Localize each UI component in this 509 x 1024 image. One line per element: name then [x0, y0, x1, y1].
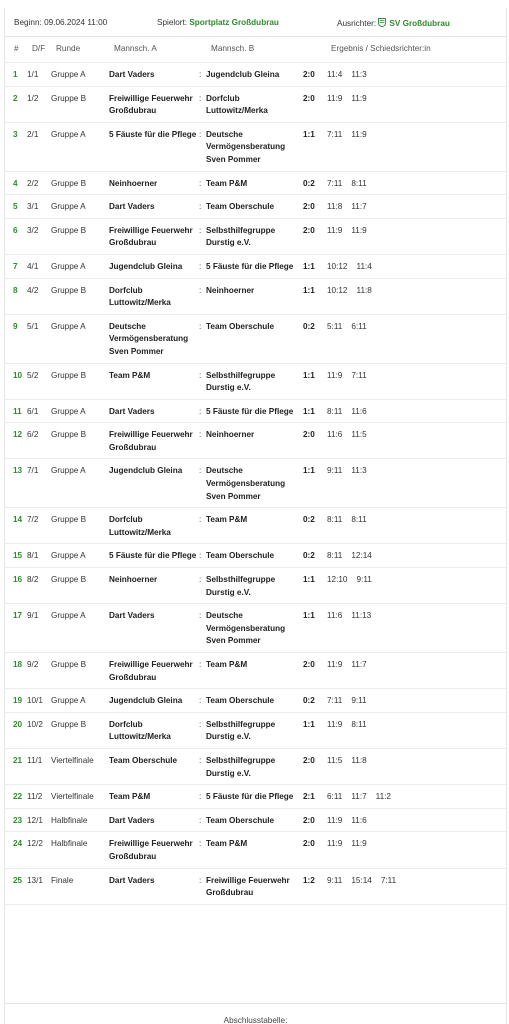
set-score: 11:5	[351, 430, 367, 440]
set-scores	[327, 832, 506, 868]
match-number: 6	[5, 218, 27, 254]
match-result: 2:0	[303, 218, 327, 254]
team-separator: :	[199, 785, 206, 809]
set-score: 11:8	[327, 202, 343, 212]
set-score: 7:11	[351, 370, 367, 380]
match-row[interactable]	[5, 195, 506, 219]
set-scores	[327, 122, 506, 171]
host-info	[337, 18, 450, 29]
team-separator: :	[199, 832, 206, 868]
match-row[interactable]	[5, 314, 506, 363]
team-b-name: Neinhoerner	[206, 423, 303, 459]
match-number: 8	[5, 278, 27, 314]
final-table-section	[5, 1003, 506, 1024]
team-a-name: Team P&M	[109, 363, 199, 399]
set-score: 11:9	[351, 839, 367, 849]
match-result: 0:2	[303, 508, 327, 544]
match-number: 5	[5, 195, 27, 219]
team-a-name: Freiwillige Feuerwehr Großdubrau	[109, 653, 199, 689]
match-round: Gruppe A	[51, 122, 109, 171]
match-df: 1/1	[27, 63, 51, 86]
set-scores	[327, 508, 506, 544]
team-separator: :	[199, 171, 206, 195]
team-separator: :	[199, 689, 206, 713]
set-scores	[327, 171, 506, 195]
match-round: Gruppe B	[51, 653, 109, 689]
team-a-name: Freiwillige Feuerwehr Großdubrau	[109, 423, 199, 459]
team-separator: :	[199, 218, 206, 254]
team-a-name: Dart Vaders	[109, 195, 199, 219]
set-score: 8:11	[327, 515, 343, 525]
match-df: 8/2	[27, 568, 51, 604]
match-row[interactable]	[5, 568, 506, 604]
match-df: 10/1	[27, 689, 51, 713]
match-number: 17	[5, 604, 27, 653]
set-score: 9:11	[351, 696, 367, 706]
match-row[interactable]	[5, 832, 506, 868]
team-separator: :	[199, 868, 206, 904]
match-df: 12/1	[27, 808, 51, 832]
match-round: Gruppe A	[51, 195, 109, 219]
match-df: 13/1	[27, 868, 51, 904]
team-a-name: Dart Vaders	[109, 868, 199, 904]
match-row[interactable]	[5, 689, 506, 713]
col-number: #	[14, 44, 19, 53]
match-row[interactable]	[5, 459, 506, 508]
match-row[interactable]	[5, 808, 506, 832]
team-b-name: Selbsthilfegruppe Durstig e.V.	[206, 568, 303, 604]
event-header	[5, 8, 506, 37]
match-df: 11/1	[27, 748, 51, 784]
set-scores	[327, 86, 506, 122]
match-result: 1:1	[303, 568, 327, 604]
match-number: 7	[5, 254, 27, 278]
set-score: 12:14	[351, 551, 372, 561]
set-scores	[327, 689, 506, 713]
match-result: 1:1	[303, 604, 327, 653]
match-result: 2:0	[303, 832, 327, 868]
set-scores	[327, 195, 506, 219]
match-result: 0:2	[303, 171, 327, 195]
team-b-name: Team Oberschule	[206, 544, 303, 568]
set-score: 9:11	[356, 575, 372, 585]
team-b-name: 5 Fäuste für die Pflege	[206, 785, 303, 809]
set-score: 11:7	[351, 202, 367, 212]
team-b-name: Selbsthilfegruppe Durstig e.V.	[206, 363, 303, 399]
set-score: 7:11	[327, 696, 343, 706]
club-crest-icon	[378, 18, 386, 27]
match-row[interactable]	[5, 122, 506, 171]
set-scores	[327, 868, 506, 904]
match-round: Gruppe A	[51, 459, 109, 508]
set-score: 5:11	[327, 321, 343, 331]
team-separator: :	[199, 195, 206, 219]
match-row[interactable]	[5, 86, 506, 122]
set-scores	[327, 808, 506, 832]
venue-label: Spielort:	[157, 18, 188, 27]
match-result: 2:0	[303, 653, 327, 689]
set-scores	[327, 314, 506, 363]
team-separator: :	[199, 314, 206, 363]
match-result: 1:1	[303, 278, 327, 314]
team-separator: :	[199, 63, 206, 86]
match-row[interactable]	[5, 868, 506, 904]
host-link[interactable]: SV Großdubrau	[389, 19, 450, 28]
match-round: Gruppe A	[51, 689, 109, 713]
set-scores	[327, 712, 506, 748]
set-scores	[327, 399, 506, 423]
team-separator: :	[199, 544, 206, 568]
team-a-name: Dorfclub Luttowitz/Merka	[109, 278, 199, 314]
match-result: 1:1	[303, 122, 327, 171]
team-separator: :	[199, 604, 206, 653]
venue-link[interactable]: Sportplatz Großdubrau	[189, 18, 279, 27]
match-number: 22	[5, 785, 27, 809]
set-score: 11:7	[351, 660, 367, 669]
match-result: 0:2	[303, 689, 327, 713]
set-score: 6:11	[351, 321, 367, 331]
set-score: 11:9	[351, 129, 367, 139]
set-score: 8:11	[351, 515, 367, 525]
match-number: 15	[5, 544, 27, 568]
team-a-name: Freiwillige Feuerwehr Großdubrau	[109, 832, 199, 868]
set-score: 11:4	[356, 261, 372, 271]
team-separator: :	[199, 399, 206, 423]
team-b-name: Team P&M	[206, 832, 303, 868]
col-team-b: Mannsch. B	[211, 44, 255, 53]
match-number: 2	[5, 86, 27, 122]
set-score: 11:7	[351, 792, 367, 802]
set-score: 7:11	[327, 129, 343, 139]
team-separator: :	[199, 568, 206, 604]
team-b-name: Team Oberschule	[206, 314, 303, 363]
team-a-name: 5 Fäuste für die Pflege	[109, 122, 199, 171]
set-score: 7:11	[380, 875, 397, 885]
set-score: 11:9	[327, 370, 343, 380]
team-a-name: Dorfclub Luttowitz/Merka	[109, 712, 199, 748]
match-result: 2:0	[303, 808, 327, 832]
match-result: 2:0	[303, 63, 327, 86]
team-separator: :	[199, 363, 206, 399]
team-b-name: Selbsthilfegruppe Durstig e.V.	[206, 218, 303, 254]
set-score: 11:8	[356, 285, 372, 295]
match-round: Viertelfinale	[51, 785, 109, 809]
match-row[interactable]	[5, 171, 506, 195]
set-score: 11:3	[351, 466, 367, 476]
match-round: Gruppe B	[51, 568, 109, 604]
match-df: 6/1	[27, 399, 51, 423]
match-round: Gruppe A	[51, 604, 109, 653]
match-result: 1:1	[303, 399, 327, 423]
match-number: 10	[5, 363, 27, 399]
team-separator: :	[199, 459, 206, 508]
column-header-row	[5, 36, 506, 63]
team-a-name: Dart Vaders	[109, 63, 199, 86]
team-b-name: 5 Fäuste für die Pflege	[206, 399, 303, 423]
match-number: 13	[5, 459, 27, 508]
team-a-name: Freiwillige Feuerwehr Großdubrau	[109, 218, 199, 254]
match-round: Gruppe A	[51, 63, 109, 86]
set-score: 10:12	[327, 285, 348, 295]
set-scores	[327, 544, 506, 568]
team-b-name: Team Oberschule	[206, 808, 303, 832]
match-round: Finale	[51, 868, 109, 904]
team-a-name: Team P&M	[109, 785, 199, 809]
match-round: Gruppe A	[51, 314, 109, 363]
match-result: 1:1	[303, 712, 327, 748]
set-score: 8:11	[351, 178, 367, 188]
match-row[interactable]	[5, 63, 506, 86]
match-df: 9/2	[27, 653, 51, 689]
set-score: 11:9	[351, 93, 367, 103]
set-score: 11:9	[327, 719, 343, 729]
team-separator: :	[199, 508, 206, 544]
match-result: 2:0	[303, 195, 327, 219]
team-a-name: Team Oberschule	[109, 748, 199, 784]
set-scores	[327, 748, 506, 784]
match-df: 2/2	[27, 171, 51, 195]
team-a-name: Dart Vaders	[109, 808, 199, 832]
team-b-name: Freiwillige Feuerwehr Großdubrau	[206, 868, 303, 904]
match-number: 11	[5, 399, 27, 423]
set-score: 6:11	[327, 792, 343, 802]
host-label: Ausrichter:	[337, 19, 377, 28]
match-result: 2:1	[303, 785, 327, 809]
team-a-name: Jugendclub Gleina	[109, 459, 199, 508]
set-score: 11:4	[327, 70, 343, 79]
set-score: 10:12	[327, 261, 348, 271]
match-round: Viertelfinale	[51, 748, 109, 784]
team-b-name: Team P&M	[206, 171, 303, 195]
match-round: Halbfinale	[51, 808, 109, 832]
set-score: 11:6	[351, 815, 367, 825]
match-round: Halbfinale	[51, 832, 109, 868]
match-number: 1	[5, 63, 27, 86]
match-round: Gruppe B	[51, 218, 109, 254]
team-b-name: Deutsche Vermögensberatung Sven Pommer	[206, 122, 303, 171]
match-row[interactable]	[5, 254, 506, 278]
set-score: 11:8	[351, 755, 367, 765]
team-separator: :	[199, 808, 206, 832]
match-result: 1:1	[303, 459, 327, 508]
match-df: 2/1	[27, 122, 51, 171]
team-a-name: Dart Vaders	[109, 399, 199, 423]
match-df: 1/2	[27, 86, 51, 122]
set-score: 15:14	[351, 875, 372, 885]
match-result: 0:2	[303, 314, 327, 363]
team-b-name: Team P&M	[206, 508, 303, 544]
set-score: 11:9	[327, 93, 343, 103]
set-score: 7:11	[327, 178, 343, 188]
match-result: 1:1	[303, 363, 327, 399]
team-separator: :	[199, 122, 206, 171]
set-score: 11:9	[351, 225, 367, 235]
team-a-name: 5 Fäuste für die Pflege	[109, 544, 199, 568]
match-round: Gruppe A	[51, 254, 109, 278]
set-scores	[327, 218, 506, 254]
set-scores	[327, 459, 506, 508]
team-a-name: Jugendclub Gleina	[109, 254, 199, 278]
team-a-name: Neinhoerner	[109, 171, 199, 195]
match-number: 19	[5, 689, 27, 713]
set-score: 11:6	[327, 430, 343, 440]
match-number: 16	[5, 568, 27, 604]
match-df: 4/1	[27, 254, 51, 278]
match-number: 23	[5, 808, 27, 832]
match-df: 7/2	[27, 508, 51, 544]
match-df: 4/2	[27, 278, 51, 314]
team-a-name: Jugendclub Gleina	[109, 689, 199, 713]
match-number: 12	[5, 423, 27, 459]
match-round: Gruppe B	[51, 423, 109, 459]
set-score: 11:2	[375, 792, 391, 802]
set-score: 11:9	[327, 225, 343, 235]
team-b-name: Team Oberschule	[206, 689, 303, 713]
set-scores	[327, 278, 506, 314]
set-score: 11:9	[327, 839, 343, 849]
team-separator: :	[199, 86, 206, 122]
match-df: 11/2	[27, 785, 51, 809]
final-table-label: Abschlusstabelle:	[223, 1016, 288, 1024]
match-df: 8/1	[27, 544, 51, 568]
match-row[interactable]	[5, 712, 506, 748]
match-row[interactable]	[5, 363, 506, 399]
team-b-name: Jugendclub Gleina	[206, 63, 303, 86]
set-scores	[327, 254, 506, 278]
match-round: Gruppe B	[51, 712, 109, 748]
team-b-name: Deutsche Vermögensberatung Sven Pommer	[206, 604, 303, 653]
match-round: Gruppe B	[51, 278, 109, 314]
team-a-name: Dorfclub Luttowitz/Merka	[109, 508, 199, 544]
set-score: 9:11	[327, 875, 343, 885]
match-df: 10/2	[27, 712, 51, 748]
match-round: Gruppe B	[51, 508, 109, 544]
start-info	[14, 18, 107, 28]
match-row[interactable]	[5, 785, 506, 809]
match-df: 5/2	[27, 363, 51, 399]
match-row[interactable]	[5, 653, 506, 689]
team-b-name: Deutsche Vermögensberatung Sven Pommer	[206, 459, 303, 508]
set-score: 11:6	[327, 611, 343, 621]
col-result: Ergebnis / Schiedsrichter:in	[331, 44, 431, 53]
team-separator: :	[199, 653, 206, 689]
match-result: 2:0	[303, 86, 327, 122]
match-df: 6/2	[27, 423, 51, 459]
match-round: Gruppe B	[51, 171, 109, 195]
match-result: 1:2	[303, 868, 327, 904]
match-df: 9/1	[27, 604, 51, 653]
team-b-name: Neinhoerner	[206, 278, 303, 314]
set-score: 9:11	[327, 466, 343, 476]
team-b-name: Team Oberschule	[206, 195, 303, 219]
set-score: 11:5	[327, 755, 343, 765]
team-b-name: 5 Fäuste für die Pflege	[206, 254, 303, 278]
team-separator: :	[199, 278, 206, 314]
match-number: 25	[5, 868, 27, 904]
match-df: 12/2	[27, 832, 51, 868]
match-number: 20	[5, 712, 27, 748]
set-score: 11:6	[351, 406, 367, 416]
team-b-name: Team P&M	[206, 653, 303, 689]
match-number: 24	[5, 832, 27, 868]
match-number: 21	[5, 748, 27, 784]
match-result: 2:0	[303, 748, 327, 784]
match-result: 1:1	[303, 254, 327, 278]
match-df: 5/1	[27, 314, 51, 363]
venue-info	[157, 18, 279, 28]
col-df: D/F	[32, 44, 46, 53]
team-separator: :	[199, 712, 206, 748]
set-scores	[327, 785, 506, 809]
match-round: Gruppe B	[51, 363, 109, 399]
team-separator: :	[199, 748, 206, 784]
team-b-name: Dorfclub Luttowitz/Merka	[206, 86, 303, 122]
team-a-name: Freiwillige Feuerwehr Großdubrau	[109, 86, 199, 122]
match-row[interactable]	[5, 399, 506, 423]
match-df: 3/2	[27, 218, 51, 254]
match-row[interactable]	[5, 508, 506, 544]
set-scores	[327, 604, 506, 653]
match-df: 3/1	[27, 195, 51, 219]
match-row[interactable]	[5, 544, 506, 568]
set-score: 8:11	[327, 551, 343, 561]
col-round: Runde	[56, 44, 81, 53]
match-round: Gruppe B	[51, 86, 109, 122]
set-score: 11:9	[327, 660, 343, 669]
team-a-name: Dart Vaders	[109, 604, 199, 653]
match-row[interactable]	[5, 748, 506, 784]
match-row[interactable]	[5, 278, 506, 314]
start-label: Beginn:	[14, 18, 42, 27]
team-a-name: Neinhoerner	[109, 568, 199, 604]
match-row[interactable]	[5, 218, 506, 254]
team-a-name: Deutsche Vermögensberatung Sven Pommer	[109, 314, 199, 363]
match-result: 0:2	[303, 544, 327, 568]
set-score: 12:10	[327, 575, 348, 585]
match-number: 3	[5, 122, 27, 171]
col-team-a: Mannsch. A	[114, 44, 157, 53]
match-round: Gruppe A	[51, 399, 109, 423]
set-scores	[327, 568, 506, 604]
set-score: 11:13	[351, 611, 372, 621]
match-row[interactable]	[5, 423, 506, 459]
match-row[interactable]	[5, 604, 506, 653]
set-scores	[327, 653, 506, 689]
match-result: 2:0	[303, 423, 327, 459]
match-table	[5, 63, 506, 905]
match-number: 14	[5, 508, 27, 544]
set-scores	[327, 363, 506, 399]
match-number: 9	[5, 314, 27, 363]
set-score: 11:9	[327, 815, 343, 825]
set-score: 11:3	[351, 70, 367, 79]
set-scores	[327, 63, 506, 86]
set-score: 8:11	[327, 406, 343, 416]
team-separator: :	[199, 423, 206, 459]
start-value: 09.06.2024 11:00	[44, 18, 108, 27]
team-b-name: Selbsthilfegruppe Durstig e.V.	[206, 748, 303, 784]
match-number: 18	[5, 653, 27, 689]
team-b-name: Selbsthilfegruppe Durstig e.V.	[206, 712, 303, 748]
match-round: Gruppe A	[51, 544, 109, 568]
team-separator: :	[199, 254, 206, 278]
match-schedule-card	[4, 8, 507, 1024]
set-scores	[327, 423, 506, 459]
match-number: 4	[5, 171, 27, 195]
match-df: 7/1	[27, 459, 51, 508]
set-score: 8:11	[351, 719, 367, 729]
